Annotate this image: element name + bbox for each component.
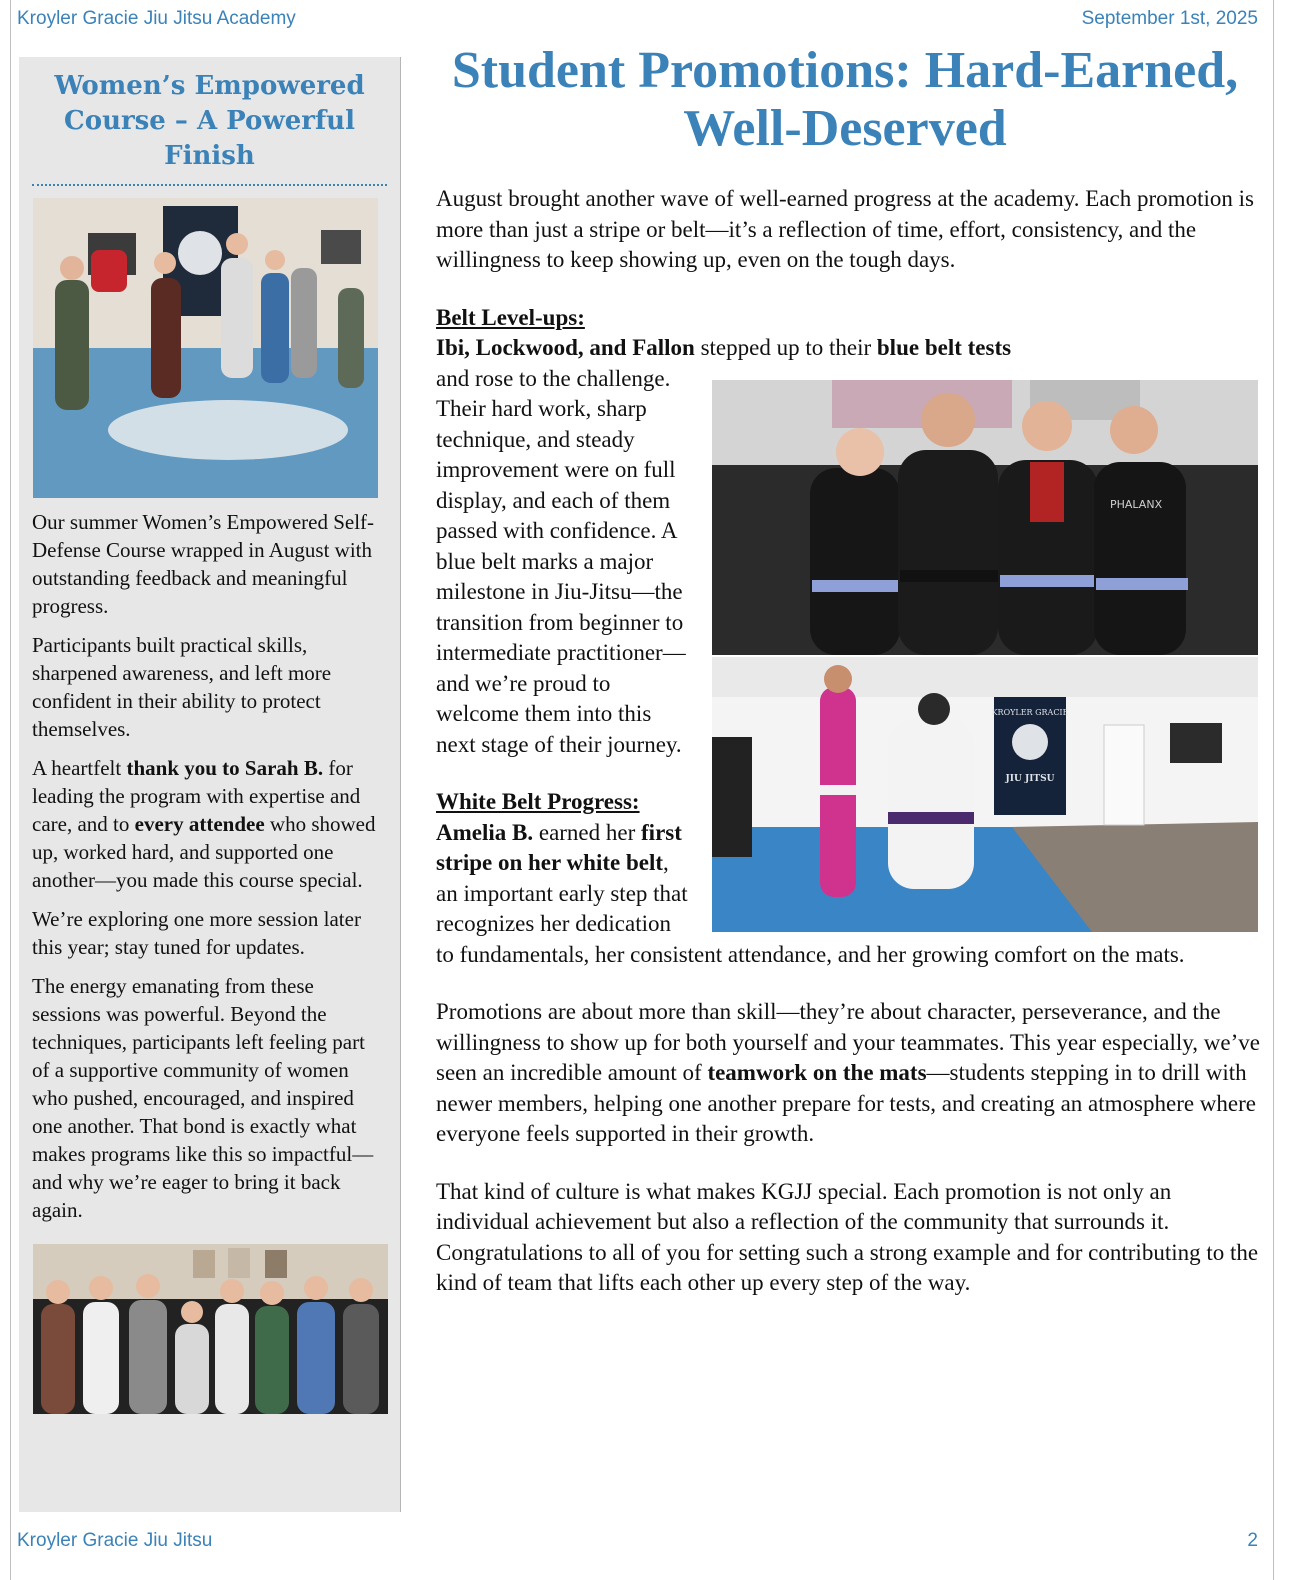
academy-banner-name: KROYLER GRACIE [991,707,1069,717]
sidebar-paragraph: Participants built practical skills, sharpened awareness, and left more confident in their ability to protect themselves. [32,633,332,741]
text-run-bold: every attendee [134,812,265,836]
article-title-line: Well-Deserved [683,100,1007,157]
text-run-bold: first stripe on her white belt [436,819,682,875]
sidebar-article [32,508,387,1224]
footer-publication-name: Kroyler Gracie Jiu Jitsu [17,1530,213,1551]
sidebar-paragraph: We’re exploring one more session later this year; stay tuned for updates. [32,907,361,959]
promoted-students: Ibi, Lockwood, and Fallon [436,335,695,360]
sidebar-divider [32,184,387,186]
sidebar [19,57,401,1512]
sidebar-title-line: Course – A Powerful [64,106,355,136]
sidebar-title [32,69,387,174]
article-title-line: Student Promotions: Hard-Earned, [451,42,1239,99]
text-run: , an important early step that recognizes her dedication to fundamentals, her consistent attendance, and her growing comfort on the mats. [436,850,1185,967]
academy-banner-discipline: JIU JITSU [1005,773,1055,784]
group-photo [33,1244,388,1414]
promotions-paragraph [436,997,1264,1150]
article-title [420,42,1270,158]
shirt-print-text: PHALANX [1110,497,1163,511]
header-date: September 1st, 2025 [1081,8,1258,29]
text-run-bold: blue belt tests [876,335,1012,360]
text-run-bold: thank you to Sarah B. [126,756,324,780]
belt-levelups-first-line [436,333,1264,364]
student-name: Amelia B. [436,819,534,845]
text-run: Promotions are about more than skill—they’re about character, perseverance, and the willingness to show up for both yourself and your teammates. This year especially, we’ve seen an incredible amount of [436,999,1260,1085]
page-number: 2 [1247,1530,1258,1551]
header-publication-name: Kroyler Gracie Jiu Jitsu Academy [17,8,296,29]
blue-belt-promotion-photo [712,380,1258,655]
text-run: A heartfelt [32,756,127,780]
sidebar-title-line: Finish [164,141,255,171]
sidebar-title-line: Women’s Empowered [54,71,365,101]
belt-levelups-heading: Belt Level-ups: [436,304,585,330]
text-run: stepped up to their [694,335,877,360]
sidebar-paragraph: The energy emanating from these sessions was powerful. Beyond the techniques, participants left feeling part of a supportive community of women who pushed, encouraged, and inspired one another. That bond is exactly what makes programs like this so impactful—and why we’re eager to bring it back again. [32,974,374,1222]
article-body [436,184,1264,1326]
belt-levelups-section [436,303,1264,784]
white-belt-stripe-photo [712,657,1258,932]
self-defense-class-photo [33,198,378,498]
white-belt-progress-heading: White Belt Progress: [436,789,640,814]
sidebar-paragraph: Our summer Women’s Empowered Self-Defense Course wrapped in August with outstanding feedback and meaningful progress. [32,510,375,618]
text-run: for leading the program with expertise and care, and to [32,756,361,836]
intro-paragraph: August brought another wave of well-earned progress at the academy. Each promotion is more than just a stripe or belt—it’s a reflection of time, effort, consistency, and the willingness to keep showing up, even on the tough days. [436,186,1254,272]
text-run: earned her [533,819,642,845]
text-run: who showed up, worked hard, and supported one another—you made this course special. [32,812,376,892]
text-run-bold: teamwork on the mats [707,1060,927,1085]
belt-levelups-paragraph: and rose to the challenge. Their hard work, sharp technique, and steady improvement were on full display, and each of them passed with confidence. A blue belt marks a major milestone in Jiu-Jitsu—the transition from beginner to intermediate practitioner—and we’re proud to welcome them into this next stage of their journey. [436,365,686,757]
closing-paragraph: That kind of culture is what makes KGJJ special. Each promotion is not only an individual achievement but also a reflection of the community that surrounds it. Congratulations to all of you for setting such a strong example and for contributing to the kind of team that lifts each other up every step of the way. [436,1178,1259,1295]
text-run: —students stepping in to drill with newer members, helping one another prepare for tests, and creating an atmosphere where everyone feels supported in their growth. [436,1060,1256,1146]
sidebar-paragraph [32,754,387,894]
promotion-photos [712,380,1258,932]
